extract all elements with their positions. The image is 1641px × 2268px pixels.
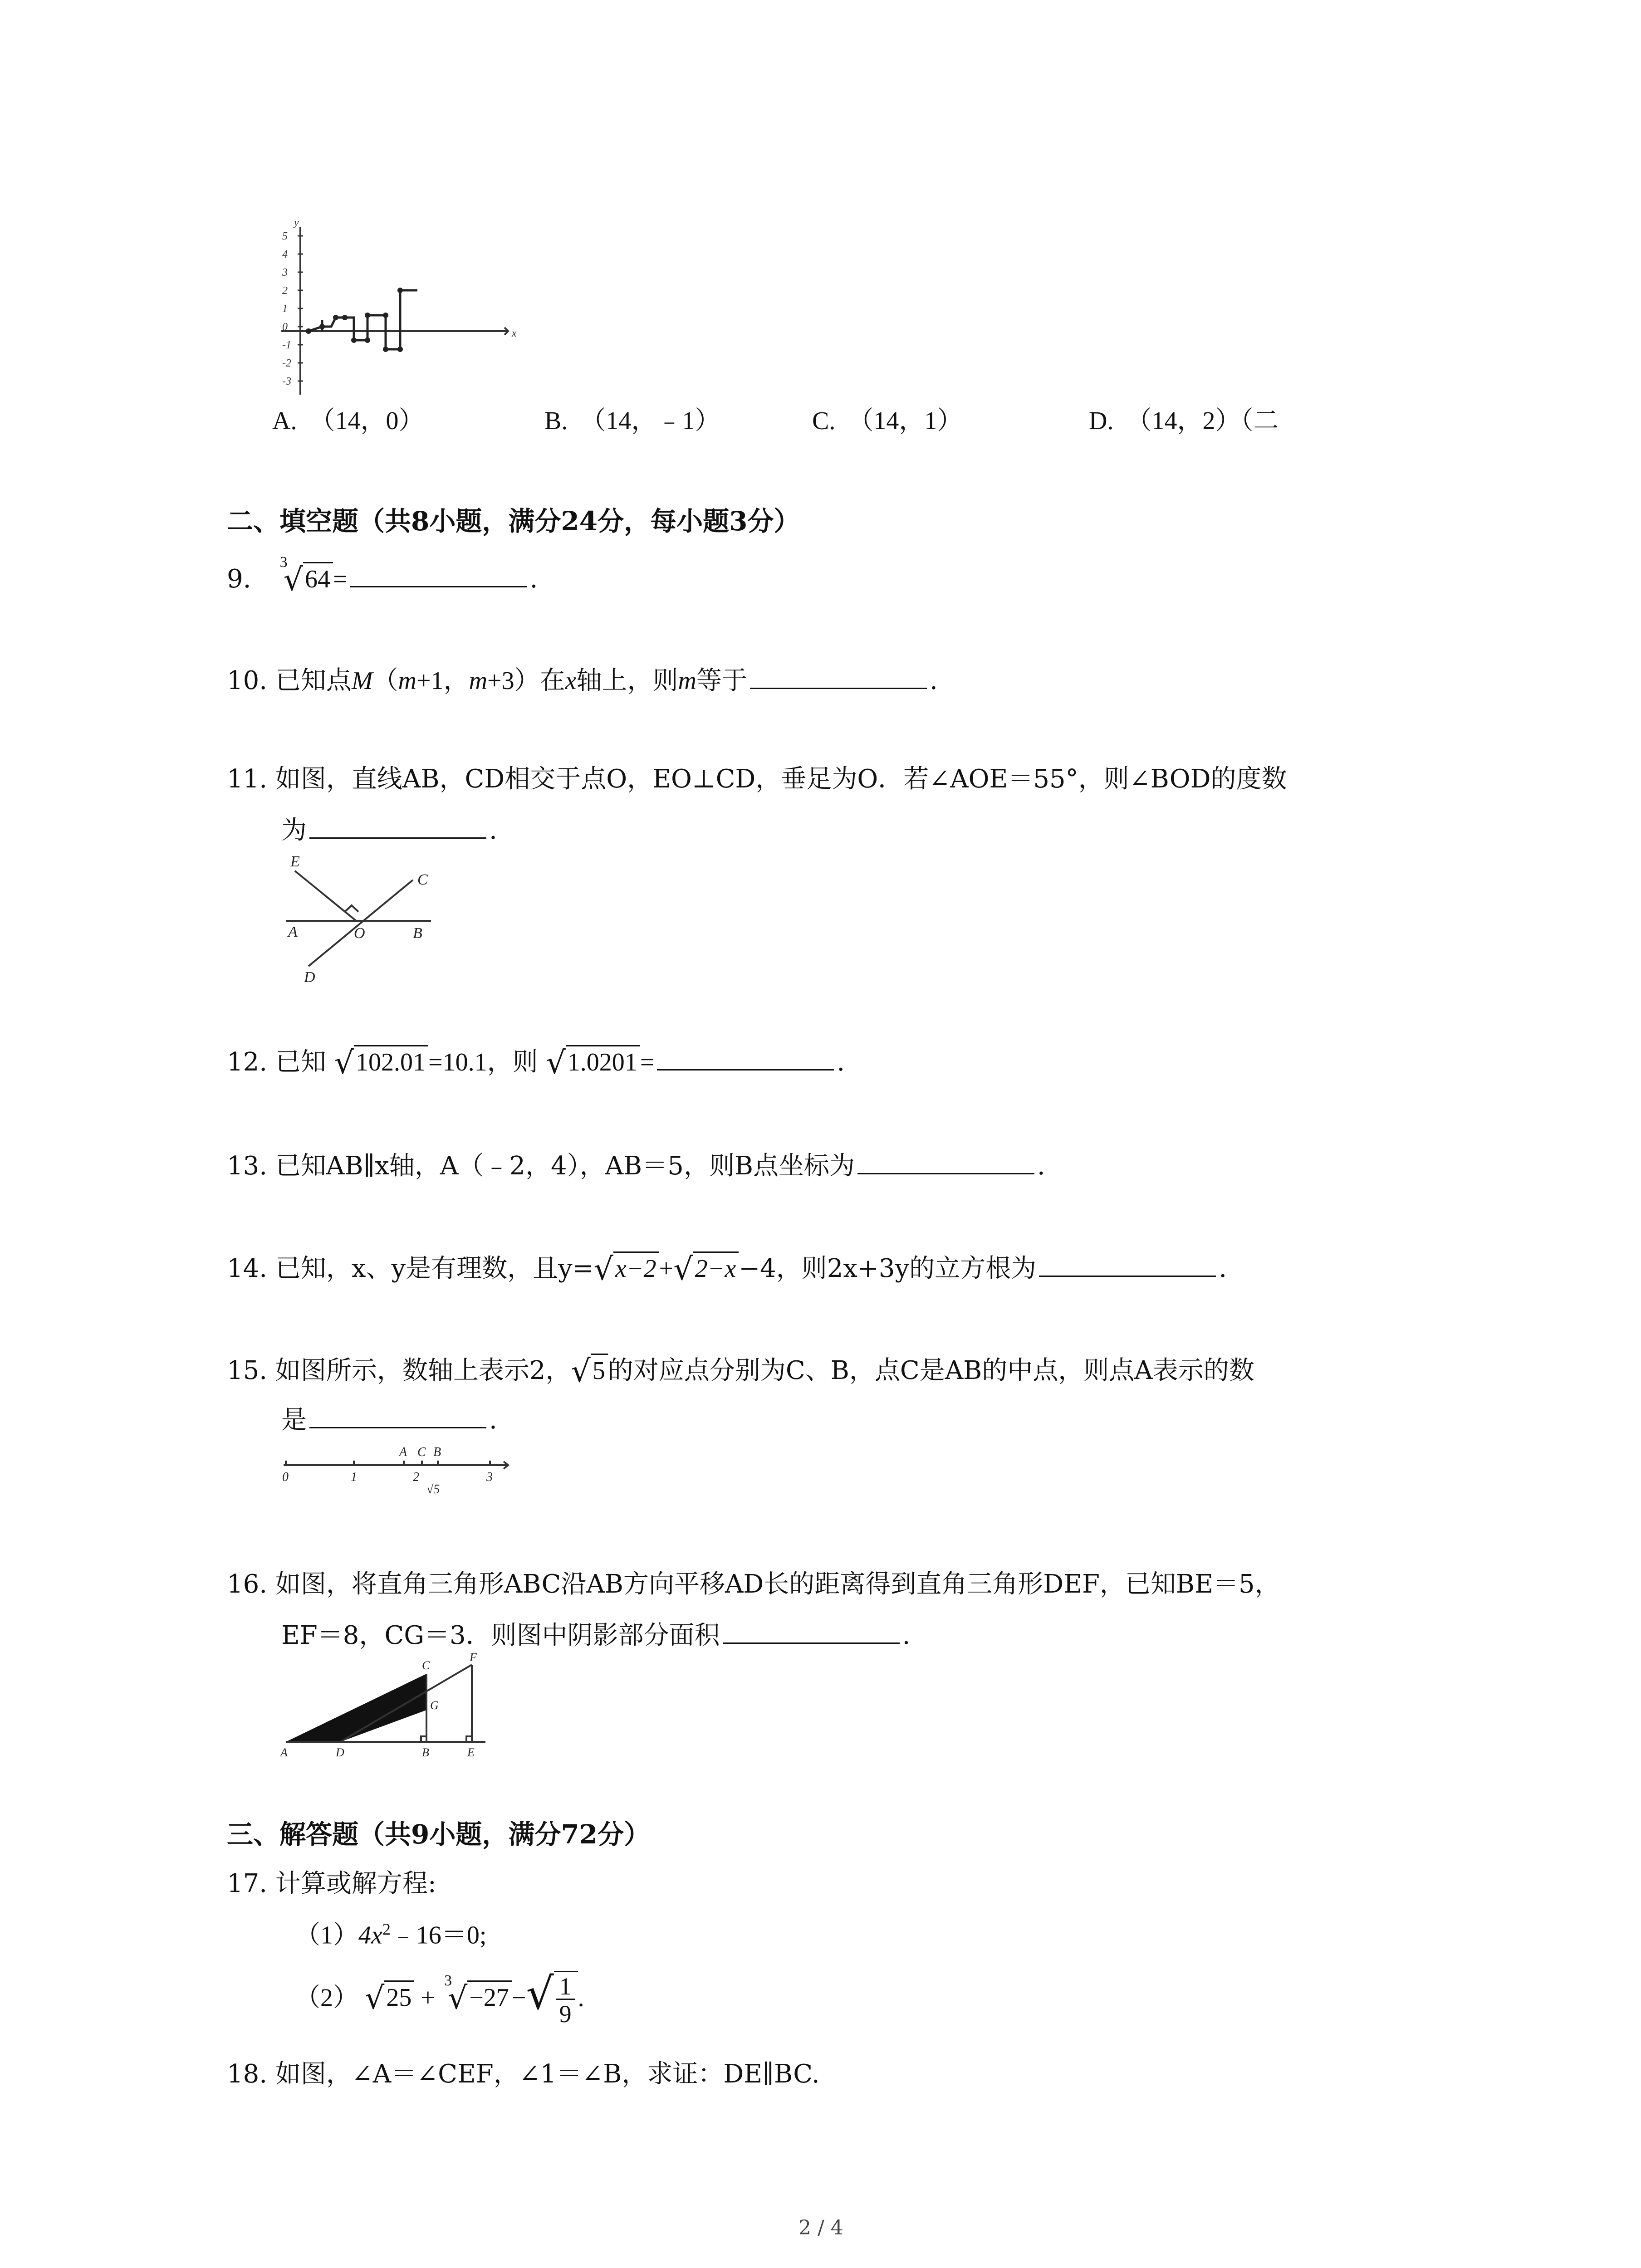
graph-ylabel: y (294, 218, 299, 229)
q18: 18. 如图，∠A＝∠CEF，∠1＝∠B，求证：DE∥BC. (227, 2059, 820, 2089)
q16-line2: EF＝8，CG＝3．则图中阴影部分面积 . (281, 1621, 911, 1650)
q12-answer-blank[interactable] (657, 1048, 834, 1070)
graph-ytick: 5 (282, 230, 288, 242)
q16-answer-blank[interactable] (723, 1622, 900, 1644)
point-c: C (417, 1445, 426, 1459)
label-c: C (417, 871, 428, 888)
q11-figure (281, 853, 472, 989)
point-a: A (399, 1445, 407, 1459)
label-a: A (288, 924, 298, 940)
q8-option-a: A. （14，0） (272, 407, 424, 435)
q17-sqrt-frac: √ $\frac{1}{9}$ (526, 1971, 578, 2026)
page-number: 2 / 4 (798, 2216, 843, 2239)
q11-line2: 为 . (281, 816, 497, 845)
tick-0: 0 (282, 1470, 289, 1484)
fig16-label-f: F (470, 1651, 477, 1664)
label-b: B (413, 925, 422, 942)
section2-heading: 二、填空题（共8小题，满分24分，每小题3分） (227, 506, 800, 537)
fig16-label-d: D (336, 1746, 344, 1759)
q15-line2: 是 . (281, 1405, 497, 1435)
q13-answer-blank[interactable] (857, 1152, 1034, 1174)
q14-sqrt-2: √2−x (673, 1254, 739, 1285)
q16-figure (277, 1651, 513, 1760)
q15-line1: 15. 如图所示，数轴上表示2，√5 的对应点分别为C、B，点C是AB的中点，则点A表示的数 (227, 1354, 1254, 1389)
q8-option-d: D. （14，2）（二 (1089, 407, 1279, 435)
label-e: E (290, 853, 300, 870)
q10-answer-blank[interactable] (750, 667, 927, 689)
q12: 12. 已知 √102.01 =10.1，则 √1.0201 = . (227, 1045, 845, 1081)
fig16-label-e: E (467, 1746, 475, 1759)
q8-option-c: C. （14，1） (812, 407, 963, 435)
point-b: B (433, 1445, 441, 1459)
tick-3: 3 (486, 1470, 493, 1484)
tick-sqrt5: √5 (426, 1482, 440, 1496)
q8-option-b: B. （14，﹣1） (544, 407, 720, 435)
q15-number-line (277, 1438, 522, 1497)
graph-ytick: -2 (282, 357, 291, 369)
q8-step-graph (272, 218, 526, 399)
q11-answer-blank[interactable] (309, 816, 486, 839)
label-o: O (354, 925, 365, 942)
tick-1: 1 (351, 1470, 357, 1484)
q14: 14. 已知，x、y是有理数，且y=√x−2 +√2−x −4，则2x+3y的立方根为 . (227, 1251, 1227, 1287)
q13: 13. 已知AB∥x轴，A（﹣2，4），AB＝5，则B点坐标为 . (227, 1151, 1045, 1181)
q9-cube-root: 3 √64 (284, 565, 333, 596)
fig16-label-a: A (280, 1746, 288, 1759)
graph-ytick: 1 (282, 303, 288, 315)
q16-line1: 16. 如图，将直角三角形ABC沿AB方向平移AD长的距离得到直角三角形DEF，已知BE＝5， (227, 1569, 1280, 1599)
q15-answer-blank[interactable] (309, 1406, 486, 1428)
q17-cube-root: 3 √−27 (448, 1983, 512, 2014)
q11-line1: 11. 如图，直线AB，CD相交于点O，EO⊥CD，垂足为O．若∠AOE＝55°，则∠BOD的度数 (227, 764, 1287, 794)
fig16-label-c: C (422, 1659, 430, 1672)
q14-answer-blank[interactable] (1039, 1255, 1216, 1277)
graph-ytick: 3 (282, 267, 288, 279)
section3-heading: 三、解答题（共9小题，满分72分） (227, 1819, 651, 1850)
q17-part2: （2） √25 + 3 √−27 −√ $\frac{1}{9}$ . (295, 1968, 584, 2028)
label-d: D (304, 969, 315, 986)
fig16-label-g: G (430, 1699, 439, 1712)
q17-title: 17. 计算或解方程: (227, 1869, 436, 1898)
graph-ytick: 0 (282, 321, 288, 333)
fig16-label-b: B (422, 1746, 429, 1759)
graph-ytick: 2 (282, 285, 288, 297)
q12-sqrt-2: √1.0201 (546, 1048, 640, 1079)
graph-ytick: 4 (282, 249, 288, 260)
tick-2: 2 (413, 1470, 419, 1484)
q15-sqrt: √5 (571, 1356, 608, 1387)
q9-answer-blank[interactable] (350, 565, 527, 587)
q17-part1: $(1)4x^2﹣16=0$; (295, 1920, 487, 1950)
graph-ytick: -3 (282, 376, 291, 387)
q12-sqrt-1: √102.01 (334, 1048, 428, 1079)
q14-sqrt-1: √x−2 (594, 1254, 659, 1285)
q17-sqrt-25: √25 (365, 1983, 414, 2014)
q9: 9. 3 √64 = . (227, 554, 538, 598)
q10: 10. 已知点M（m+1，m+3）在x轴上，则m等于 . (227, 666, 938, 695)
graph-ytick: -1 (282, 339, 291, 351)
graph-xlabel: x (512, 327, 517, 339)
